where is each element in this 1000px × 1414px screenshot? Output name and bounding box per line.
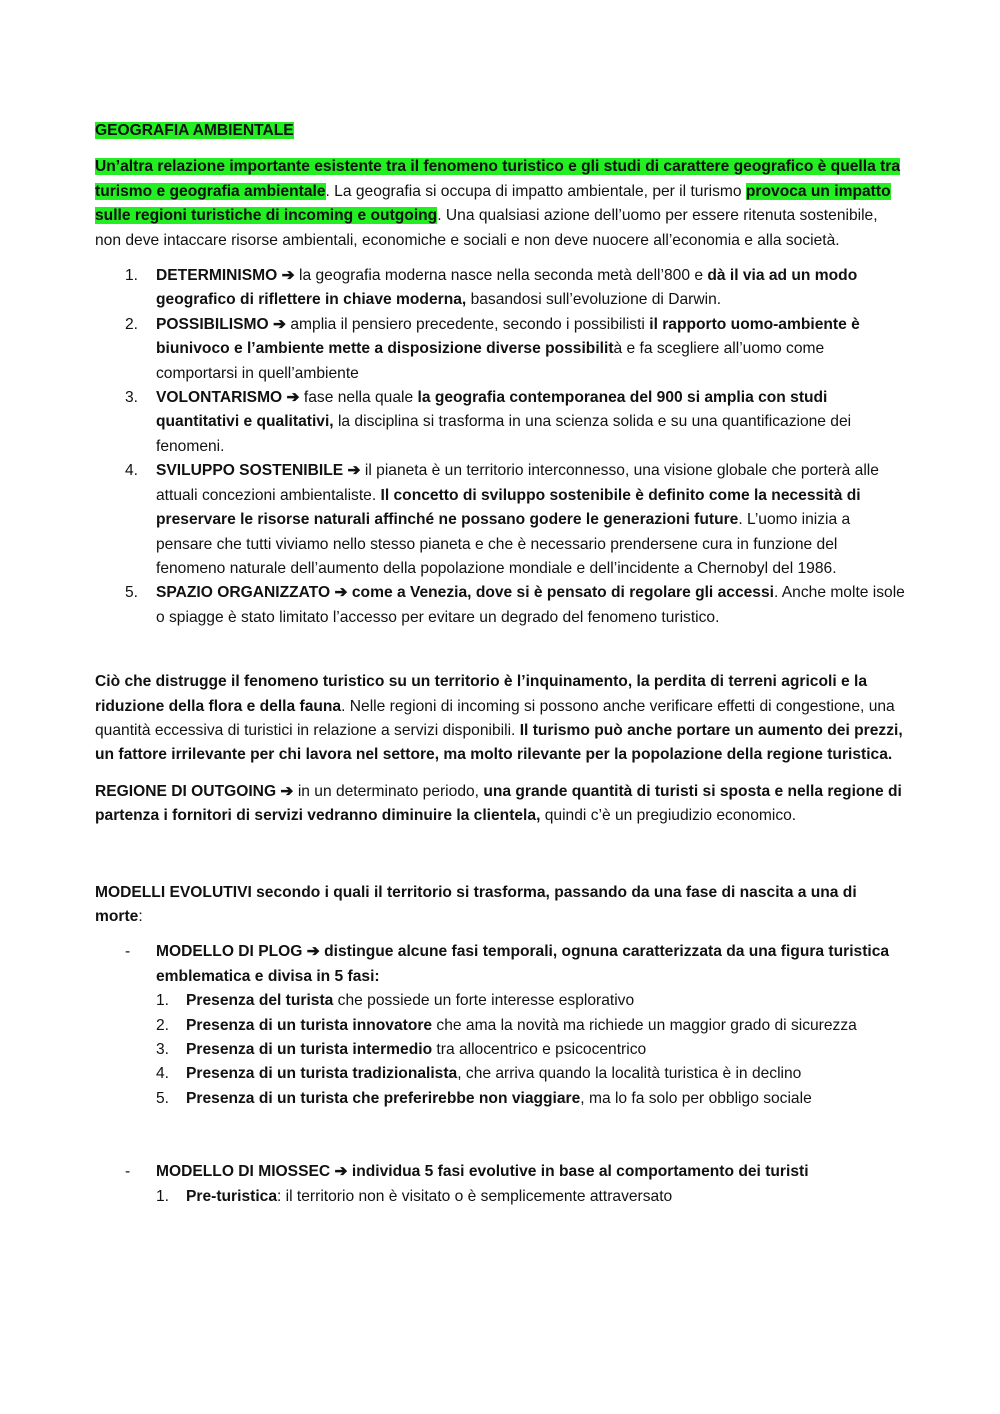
list-item: 4. Presenza di un turista tradizionalista, che arriva quando la località turistica è in declino	[156, 1065, 802, 1083]
outgoing-paragraph: REGIONE DI OUTGOING ➔ in un determinato periodo, una grande quantità di turisti si sposta e nella regione di partenza i fornitori di servizi vedranno diminuire la clientela, quindi c’è un pregiudizio economico.	[95, 782, 902, 825]
list-item: 1. DETERMINISMO ➔ la geografia moderna nasce nella seconda metà dell’800 e dà il via ad un modo geografico di riflettere in chiave moderna, basandosi sull’evoluzione di Darwin.	[125, 267, 858, 309]
list-item: 1. Pre-turistica: il territorio non è visitato o è semplicemente attraversato	[156, 1187, 673, 1205]
list-item: 1. Presenza del turista che possiede un forte interesse esplorativo	[156, 992, 635, 1010]
list-item: 3. VOLONTARISMO ➔ fase nella quale la geografia contemporanea del 900 si amplia con studi quantitativi e qualitativi, la disciplina si trasforma in una scienza solida e su una quantificazione dei fenomeni.	[125, 389, 852, 455]
section-title: GEOGRAFIA AMBIENTALE	[95, 122, 294, 139]
damage-paragraph: Ciò che distrugge il fenomeno turistico su un territorio è l’inquinamento, la perdita di terreni agricoli e la riduzione della flora e della fauna. Nelle regioni di incoming si possono anche verificare effetti di congestione, una quantità eccessiva di turistici in relazione a servizi disponibili. Il turismo può anche portare un aumento dei prezzi, un fattore irrilevante per chi lavora nel settore, ma molto rilevante per la popolazione della regione turistica.	[95, 673, 903, 764]
list-item: 5. Presenza di un turista che preferirebbe non viaggiare, ma lo fa solo per obbligo sociale	[156, 1089, 812, 1107]
models-list	[95, 940, 905, 1209]
model-plog: - MODELLO DI PLOG ➔ distingue alcune fasi temporali, ognuna caratterizzata da una figura turistica emblematica e divisa in 5 fasi: 1. Presenza del turista che possiede un forte interesse esplorativo 2. Presenza di un turista innovatore che ama la novità ma richiede un maggior grado di sicurezza 3. Presenza di un turista intermedio tra allocentrico e psicocentrico 4. Presenza di un turista tradizionalista, che arriva quando la località turistica è in declino 5. Presenza di un turista che preferirebbe non viaggiare, ma lo fa solo per obbligo sociale	[95, 940, 905, 1111]
plog-phases	[156, 989, 905, 1111]
miossec-phases	[156, 1185, 905, 1209]
intro-paragraph: Un’altra relazione importante esistente tra il fenomeno turistico e gli studi di carattere geografico è quella tra turismo e geografia ambientale. La geografia si occupa di impatto ambientale, per il turismo provoca un impatto sulle regioni turistiche di incoming e outgoing. Una qualsiasi azione dell’uomo per essere ritenuta sostenibile, non deve intaccare risorse ambientali, economiche e sociali e non deve nuocere all’economia e alla società.	[95, 158, 901, 249]
models-intro: MODELLI EVOLUTIVI secondo i quali il territorio si trasforma, passando da una fase di nascita a una di morte:	[95, 883, 857, 925]
list-item: 2. POSSIBILISMO ➔ amplia il pensiero precedente, secondo i possibilisti il rapporto uomo-ambiente è biunivoco e l’ambiente mette a disposizione diverse possibilità e fa scegliere all’uomo come comportarsi in quell’ambiente	[125, 315, 860, 382]
list-item: 3. Presenza di un turista intermedio tra allocentrico e psicocentrico	[156, 1041, 647, 1058]
model-miossec: - MODELLO DI MIOSSEC ➔ individua 5 fasi evolutive in base al comportamento dei turisti 1. Pre-turistica: il territorio non è visitato o è semplicemente attraversato	[95, 1160, 905, 1209]
list-item: 4. SVILUPPO SOSTENIBILE ➔ il pianeta è un territorio interconnesso, una visione globale che porterà alle attuali concezioni ambientaliste. Il concetto di sviluppo sostenibile è definito come la necessità di preservare le risorse naturali affinché ne possano godere le generazioni future. L’uomo inizia a pensare che tutti viviamo nello stesso pianeta e che è necessario prendersene cura in funzione del fenomeno naturale dell’aumento della popolazione mondiale e dell’incidente a Chernobyl del 1986.	[125, 462, 879, 577]
list-item: 5. SPAZIO ORGANIZZATO ➔ come a Venezia, dove si è pensato di regolare gli accessi. Anche molte isole o spiagge è stato limitato l’accesso per evitare un degrado del fenomeno turistico.	[125, 584, 905, 626]
list-item: 2. Presenza di un turista innovatore che ama la novità ma richiede un maggior grado di sicurezza	[156, 1016, 857, 1034]
document-page	[95, 119, 905, 1209]
theories-list	[95, 264, 905, 630]
